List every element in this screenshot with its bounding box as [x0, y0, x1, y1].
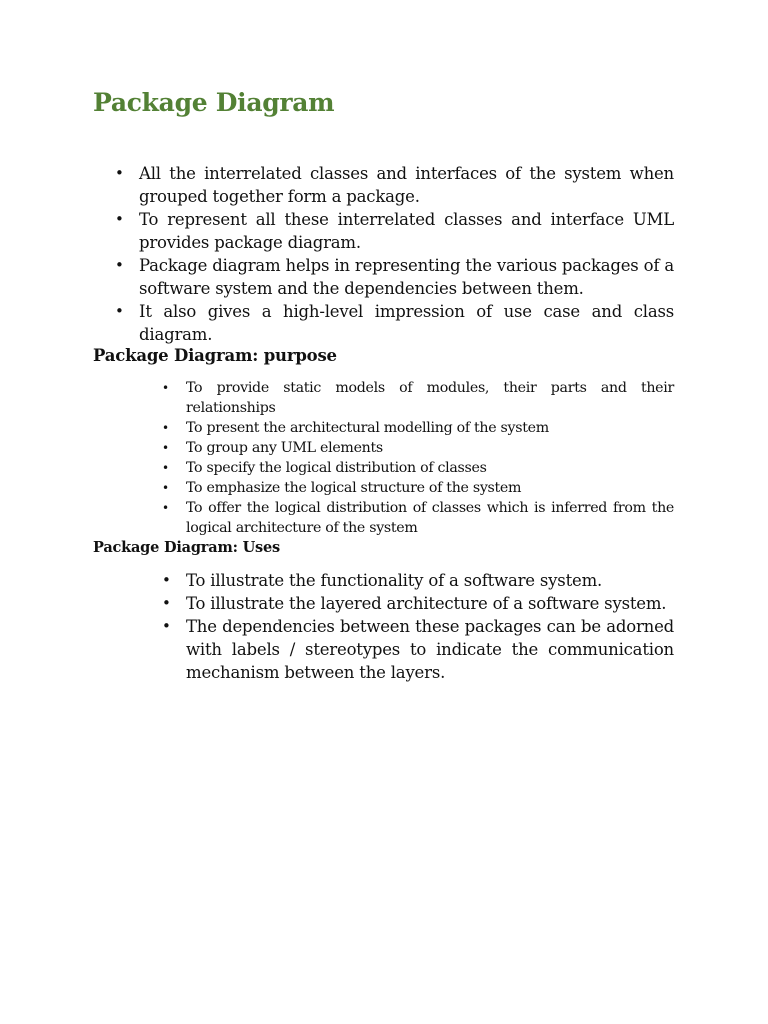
section-heading-purpose: Package Diagram: purpose [93, 346, 337, 365]
page-title: Package Diagram [93, 88, 335, 117]
list-item: • Package diagram helps in representing the various packages of a software system and the dependencies between them. [139, 254, 674, 300]
list-item: • To offer the logical distribution of classes which is inferred from the logical architecture of the system [186, 498, 674, 538]
list-item: • The dependencies between these packages can be adorned with labels / stereotypes to indicate the communication mechanism between the layers. [186, 615, 674, 684]
uses-bullet-list [186, 569, 674, 684]
list-item: • To illustrate the layered architecture of a software system. [186, 592, 674, 615]
list-item: • All the interrelated classes and interfaces of the system when grouped together form a package. [139, 162, 674, 208]
list-item: • To group any UML elements [186, 438, 674, 458]
list-item: • To provide static models of modules, their parts and their relationships [186, 378, 674, 418]
section-heading-uses: Package Diagram: Uses [93, 539, 280, 556]
list-item: • To present the architectural modelling of the system [186, 418, 674, 438]
list-item: • It also gives a high-level impression of use case and class diagram. [139, 300, 674, 346]
purpose-bullet-list [186, 378, 674, 538]
list-item: • To emphasize the logical structure of the system [186, 478, 674, 498]
list-item: • To represent all these interrelated classes and interface UML provides package diagram. [139, 208, 674, 254]
list-item: • To specify the logical distribution of classes [186, 458, 674, 478]
intro-bullet-list [139, 162, 674, 346]
list-item: • To illustrate the functionality of a software system. [186, 569, 674, 592]
